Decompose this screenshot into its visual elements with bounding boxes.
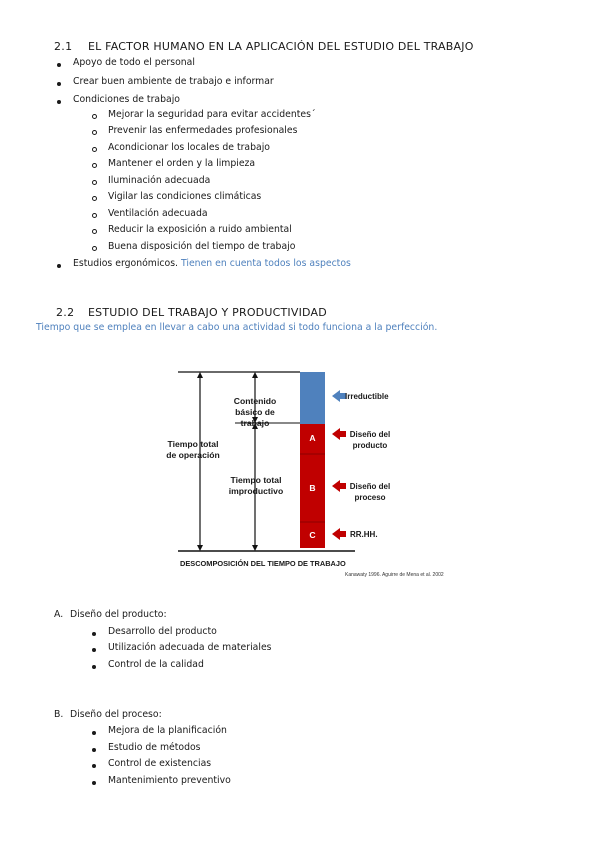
bullet-icon [92,731,96,735]
list-item: Estudio de métodos [108,742,201,753]
bullet-icon [92,665,96,669]
arrow-process-icon [332,480,346,492]
arrow-hr-icon [332,528,346,540]
circle-bullet-icon [92,229,97,234]
list-item: Desarrollo del producto [108,626,217,637]
irreducible-label: Irreductible [345,392,389,401]
list-item [73,258,351,269]
list-item: Mantener el orden y la limpieza [108,158,256,169]
list-item: Crear buen ambiente de trabajo e informar [73,76,274,87]
bullet-icon [92,748,96,752]
bar-letter-a: A [309,433,316,443]
list-item: Mantenimiento preventivo [108,775,231,786]
list-item: Buena disposición del tiempo de trabajo [108,241,296,252]
process-design-label: Diseño del proceso [349,482,391,502]
list-item: Reducir la exposición a ruido ambiental [108,224,292,235]
circle-bullet-icon [92,246,97,251]
bullet-icon [92,648,96,652]
arrow-irreducible-icon [332,390,346,402]
ergonomics-label: Estudios ergonómicos. [73,258,179,269]
bullet-icon [57,264,61,268]
bullet-icon [57,100,61,104]
list-item: Prevenir las enfermedades profesionales [108,125,298,136]
list-item: Ventilación adecuada [108,208,208,219]
list-b-letter: B. [54,709,64,720]
list-item: Condiciones de trabajo [73,94,180,105]
list-item: Control de existencias [108,758,212,769]
list-item: Utilización adecuada de materiales [108,642,272,653]
circle-bullet-icon [92,180,97,185]
circle-bullet-icon [92,130,97,135]
section-intro: Tiempo que se emplea en llevar a cabo una actividad si todo funciona a la perfección. [36,322,438,333]
circle-bullet-icon [92,114,97,119]
list-item: Apoyo de todo el personal [73,57,195,68]
list-item: Mejorar la seguridad para evitar accidentes´ [108,109,316,120]
list-item: Iluminación adecuada [108,175,211,186]
bar-letter-b: B [309,483,316,493]
bullet-icon [57,82,61,86]
list-a-letter: A. [54,609,64,620]
bullet-icon [92,632,96,636]
total-time-label: Tiempo total de operación [166,439,220,460]
section-number: 2.2 [56,306,75,319]
ergonomics-note: Tienen en cuenta todos los aspectos [180,258,351,269]
section-title: ESTUDIO DEL TRABAJO Y PRODUCTIVIDAD [88,306,327,319]
circle-bullet-icon [92,147,97,152]
bar-irreducible [300,372,325,424]
figure-source: Kanawaty 1996. Aguirre de Mena et al. 2002 [345,572,444,578]
bullet-icon [57,63,61,67]
unproductive-time-label: Tiempo total improductivo [228,475,284,496]
circle-bullet-icon [92,213,97,218]
basic-work-label: Contenido básico de trabajo [233,396,277,428]
bar-letter-c: C [309,530,316,540]
bullet-icon [92,764,96,768]
list-a-title: Diseño del producto: [70,609,167,620]
hr-label: RR.HH. [350,530,378,539]
circle-bullet-icon [92,196,97,201]
list-item: Vigilar las condiciones climáticas [108,191,262,202]
list-item: Mejora de la planificación [108,725,227,736]
bullet-icon [92,781,96,785]
figure-caption: DESCOMPOSICIÓN DEL TIEMPO DE TRABAJO [180,559,346,568]
list-item: Acondicionar los locales de trabajo [108,142,270,153]
list-item: Control de la calidad [108,659,204,670]
arrow-product-icon [332,428,346,440]
section-number: 2.1 [54,40,73,53]
list-b-title: Diseño del proceso: [70,709,162,720]
circle-bullet-icon [92,163,97,168]
section-title: EL FACTOR HUMANO EN LA APLICACIÓN DEL ESTUDIO DEL TRABAJO [88,40,474,53]
product-design-label: Diseño del producto [349,430,391,450]
